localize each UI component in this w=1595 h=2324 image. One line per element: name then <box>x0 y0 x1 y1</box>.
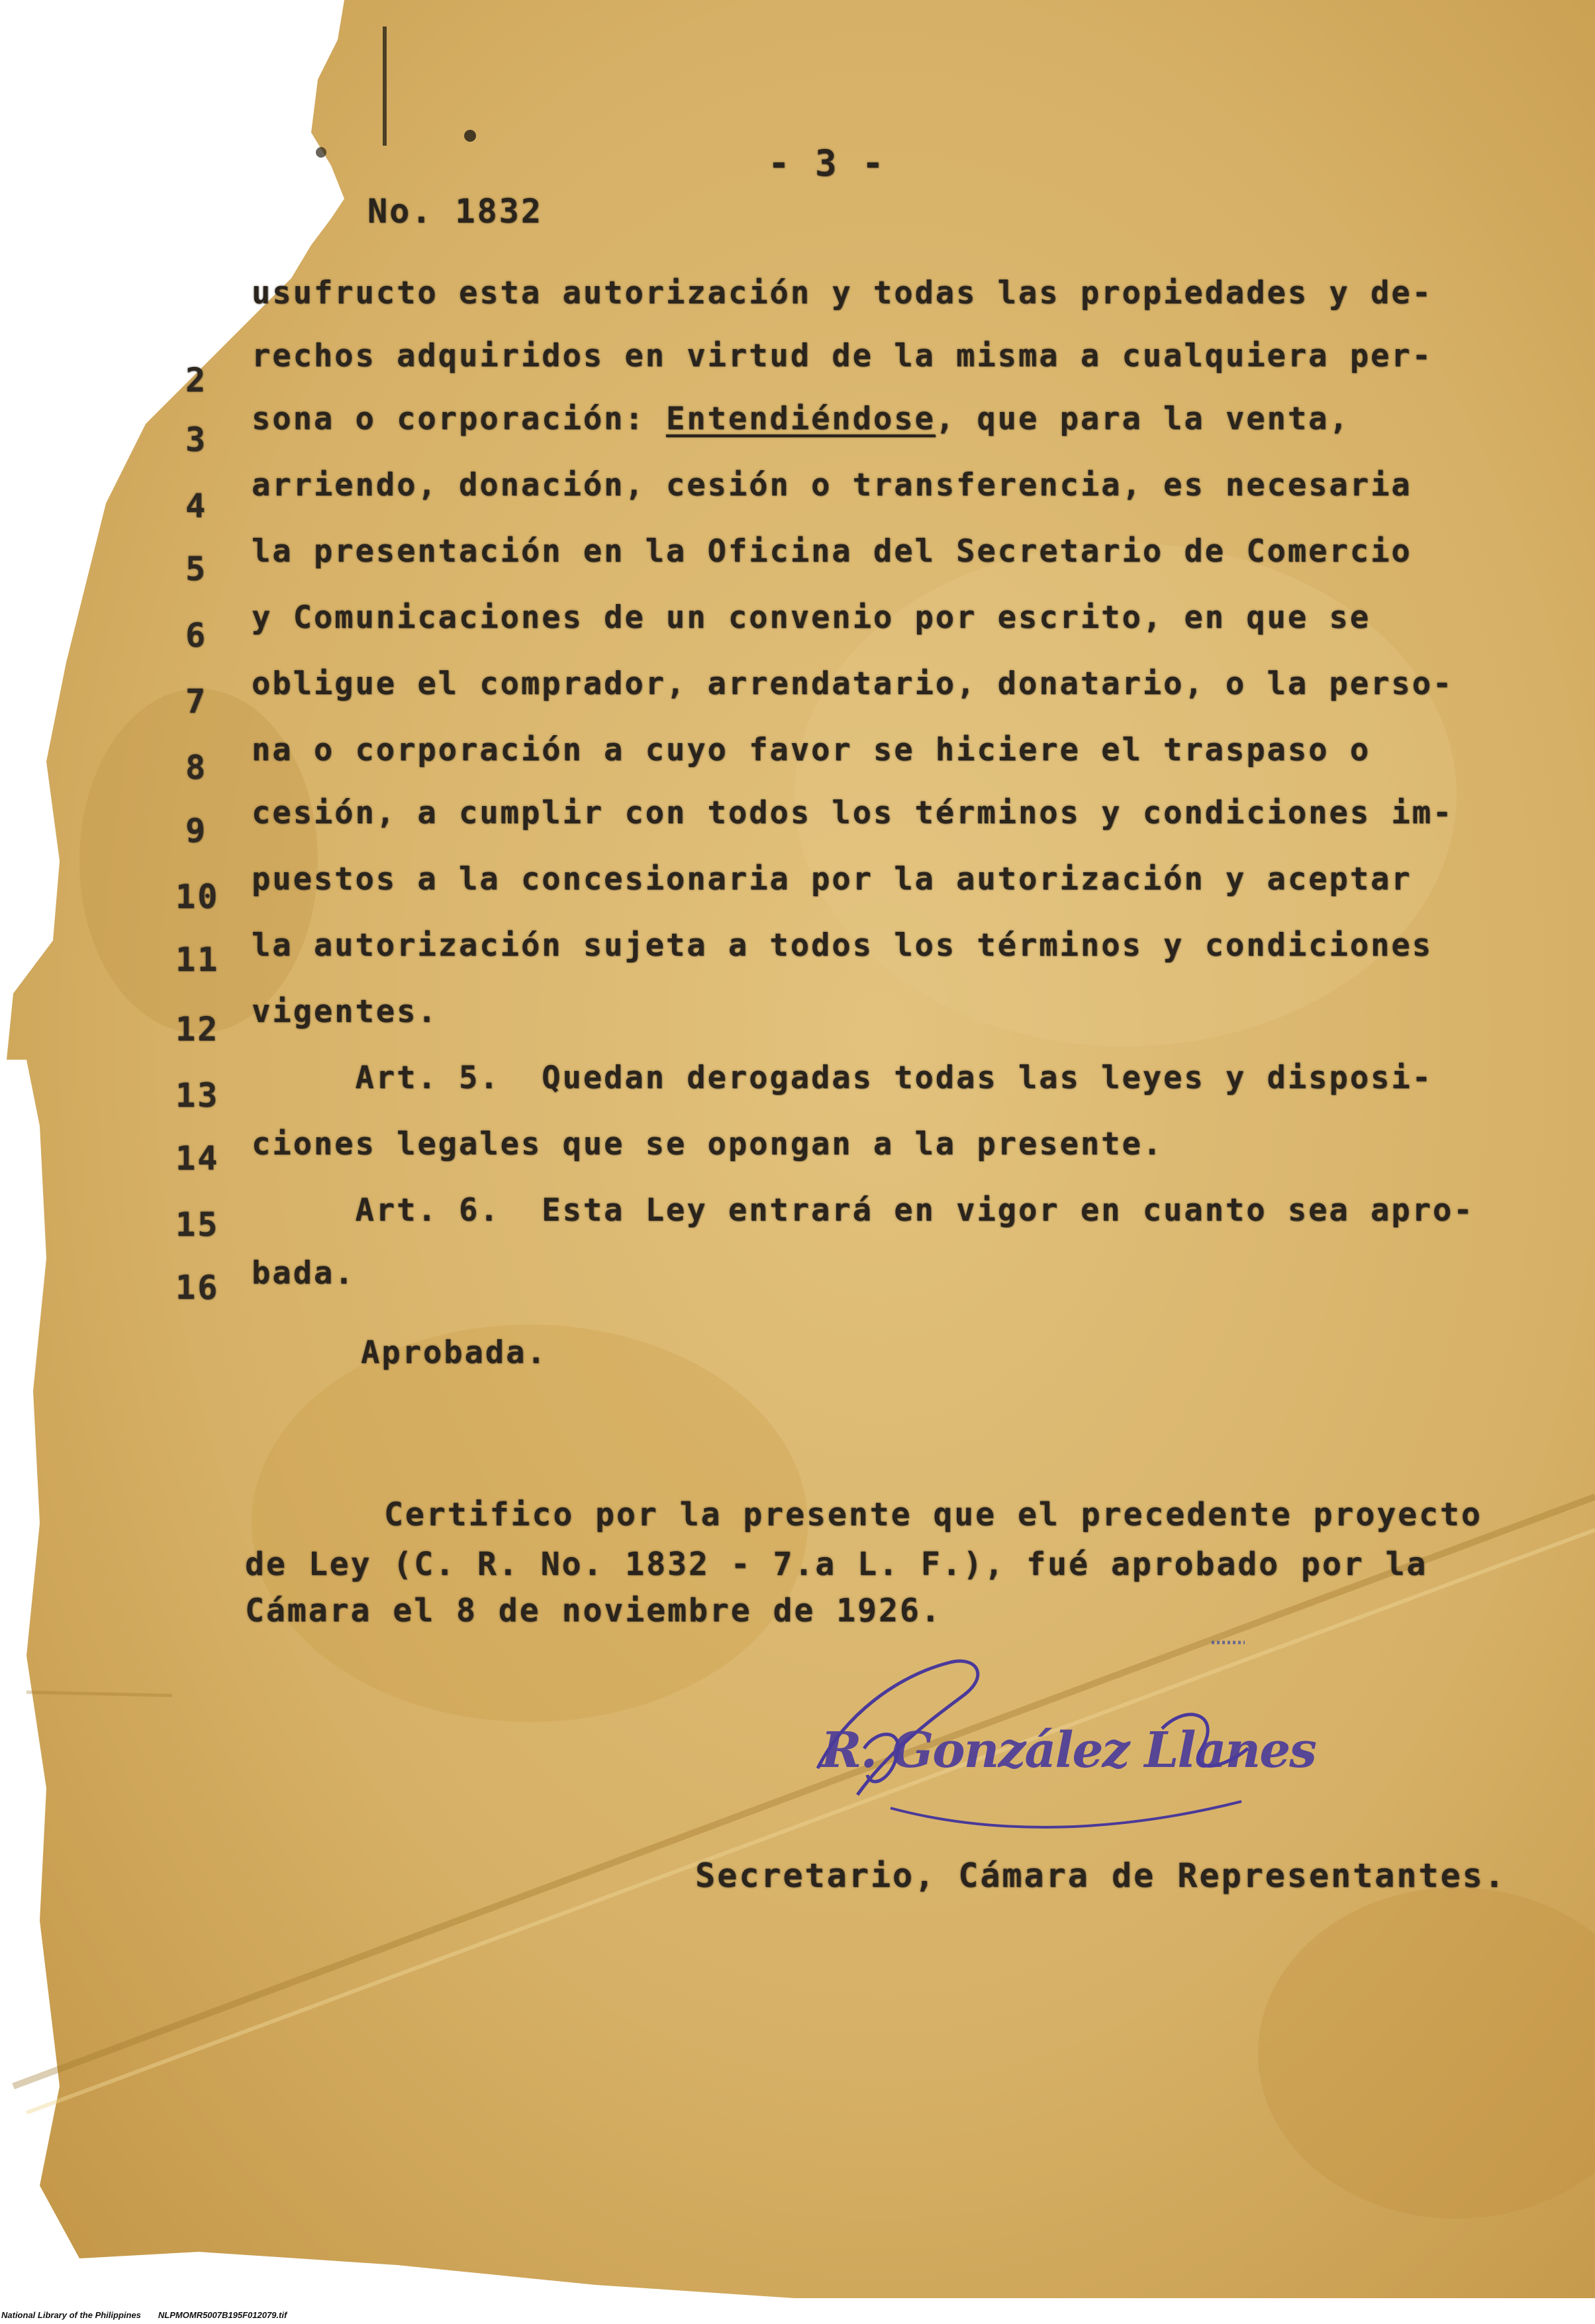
body-line-3-end: , que para la venta, <box>935 401 1350 437</box>
body-line-10: puestos a la concesionaria por la autorización y aceptar <box>252 861 1412 897</box>
body-line-7: obligue el comprador, arrendatario, donatario, o la perso- <box>252 666 1454 702</box>
line-number-6: 6 <box>185 616 208 654</box>
body-line-4: arriendo, donación, cesión o transferencia, es necesaria <box>252 467 1412 503</box>
body-line-2: rechos adquiridos en virtud de la misma a cualquiera per- <box>252 338 1433 374</box>
approved-label: Aprobada. <box>361 1335 548 1371</box>
line-number-15: 15 <box>175 1205 220 1244</box>
line-number-10: 10 <box>175 878 220 916</box>
certification-line-3: Cámara el 8 de noviembre de 1926. <box>245 1592 942 1629</box>
line-number-3: 3 <box>185 421 208 459</box>
line-number-13: 13 <box>175 1076 220 1115</box>
body-line-9: cesión, a cumplir con todos los términos y condiciones im- <box>252 795 1454 831</box>
body-line-3 <box>252 401 1350 437</box>
body-line-5: la presentación en la Oficina del Secretario de Comercio <box>252 533 1412 570</box>
signature-text: R. González Llanes <box>821 1722 1316 1779</box>
page-number: - 3 - <box>768 142 886 184</box>
body-line-3-start: sona o corporación: <box>252 401 666 437</box>
line-number-4: 4 <box>185 487 208 525</box>
body-line-11: la autorización sujeta a todos los términos y condiciones <box>252 927 1433 964</box>
archive-footer <box>1 2310 304 2320</box>
line-number-7: 7 <box>185 682 208 721</box>
file-identifier: NLPMOMR5007B195F012079.tif <box>158 2310 287 2320</box>
body-line-16: bada. <box>252 1255 356 1291</box>
body-line-13: Art. 5. Quedan derogadas todas las leyes y disposi- <box>252 1060 1433 1096</box>
body-line-12: vigentes. <box>252 993 438 1030</box>
body-line-14: ciones legales que se opongan a la presente. <box>252 1126 1164 1162</box>
body-line-8: na o corporación a cuyo favor se hiciere el traspaso o <box>252 732 1371 768</box>
line-number-16: 16 <box>175 1268 220 1307</box>
line-number-8: 8 <box>185 748 208 787</box>
underlined-term: Entendiéndose <box>665 401 936 437</box>
line-number-14: 14 <box>175 1139 220 1178</box>
certification-line-1: Certifico por la presente que el precedente proyecto <box>384 1496 1482 1533</box>
signatory-title: Secretario, Cámara de Representantes. <box>695 1856 1506 1895</box>
bill-reference: No. 1832 <box>367 192 543 230</box>
line-number-12: 12 <box>175 1010 220 1048</box>
body-line-6: y Comunicaciones de un convenio por escrito, en que se <box>252 599 1371 636</box>
certification-line-2: de Ley (C. R. No. 1832 - 7.a L. F.), fué aprobado por la <box>245 1546 1428 1583</box>
line-number-2: 2 <box>185 361 208 399</box>
line-number-9: 9 <box>185 811 208 850</box>
body-line-15: Art. 6. Esta Ley entrará en vigor en cuanto sea apro- <box>252 1192 1474 1229</box>
body-line-1: usufructo esta autorización y todas las propiedades y de- <box>252 275 1433 311</box>
line-number-11: 11 <box>175 940 220 979</box>
library-name: National Library of the Philippines <box>1 2310 141 2320</box>
line-number-5: 5 <box>185 550 208 588</box>
